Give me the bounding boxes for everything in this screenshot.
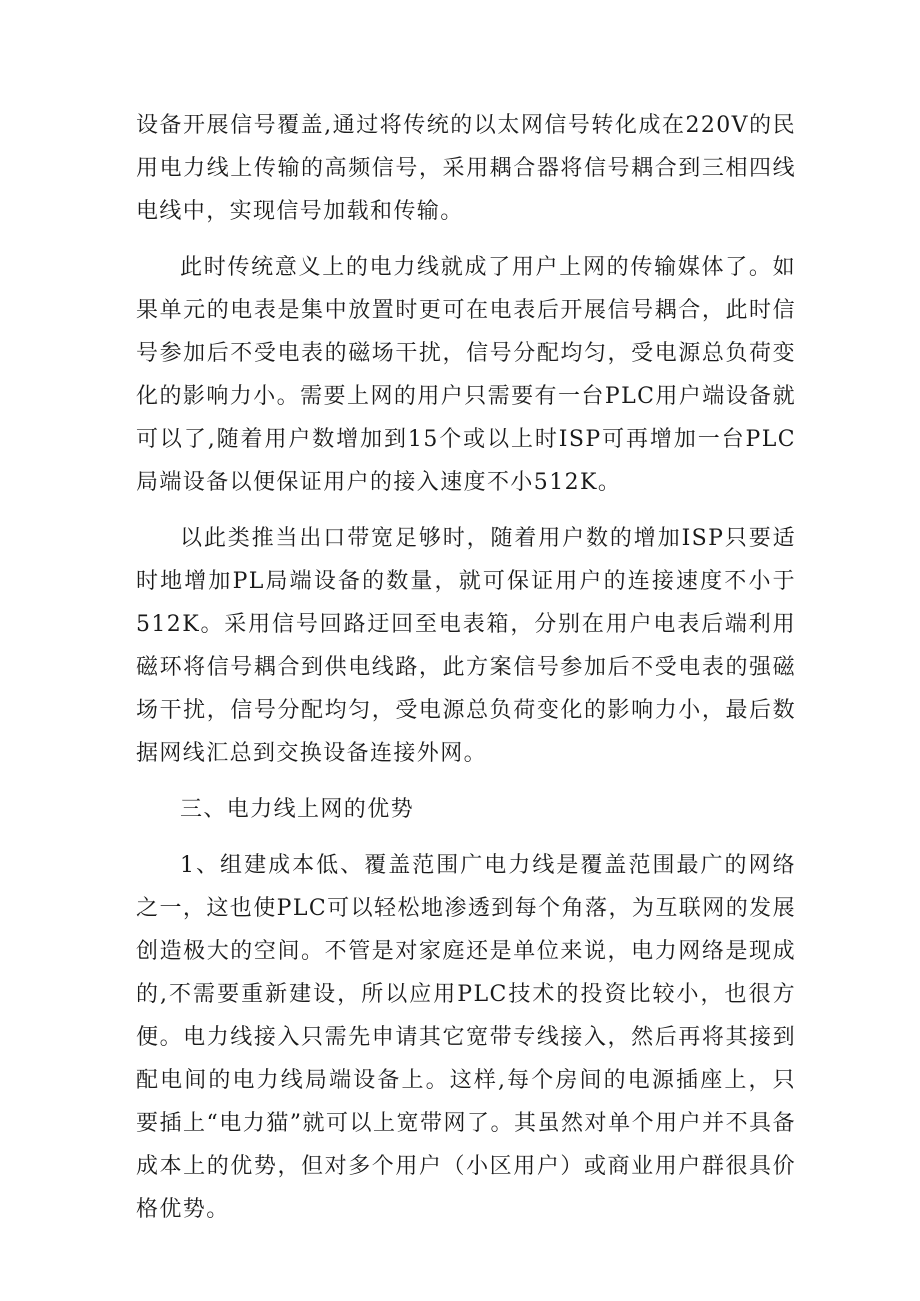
section-heading-advantages: 三、电力线上网的优势 xyxy=(180,797,415,822)
document-body xyxy=(136,104,796,1244)
paragraph-bandwidth-scaling: 以此类推当出口带宽足够时，随着用户数的增加ISP只要适时地增加PL局端设备的数量，就可保证用户的连接速度不小于512K。采用信号回路迂回至电表箱，分别在用户电表后端利用磁环将信号耦合到供电线路，此方案信号参加后不受电表的强磁场干扰，信号分配均匀，受电源总负荷变化的影响力小，最后数据网线汇总到交换设备连接外网。 xyxy=(136,526,796,766)
paragraph-low-cost-coverage: 1、组建成本低、覆盖范围广电力线是覆盖范围最广的网络之一，这也使PLC可以轻松地渗透到每个角落，为互联网的发展创造极大的空间。不管是对家庭还是单位来说，电力网络是现成的,不需要重新建设，所以应用PLC技术的投资比较小，也很方便。电力线接入只需先申请其它宽带专线接入，然后再将其接到配电间的电力线局端设备上。这样,每个房间的电源插座上，只要插上“电力猫”就可以上宽带网了。其虽然对单个用户并不具备成本上的优势，但对多个用户（小区用户）或商业用户群很具价格优势。 xyxy=(136,853,796,1222)
paragraph-power-line-medium: 此时传统意义上的电力线就成了用户上网的传输媒体了。如果单元的电表是集中放置时更可在电表后开展信号耦合，此时信号参加后不受电表的磁场干扰，信号分配均匀，受电源总负荷变化的影响力小。需要上网的用户只需要有一台PLC用户端设备就可以了,随着用户数增加到15个或以上时ISP可再增加一台PLC局端设备以便保证用户的接入速度不小512K。 xyxy=(136,255,796,495)
paragraph-continuation: 设备开展信号覆盖,通过将传统的以太网信号转化成在220V的民用电力线上传输的高频信号，采用耦合器将信号耦合到三相四线电线中，实现信号加载和传输。 xyxy=(136,113,796,224)
